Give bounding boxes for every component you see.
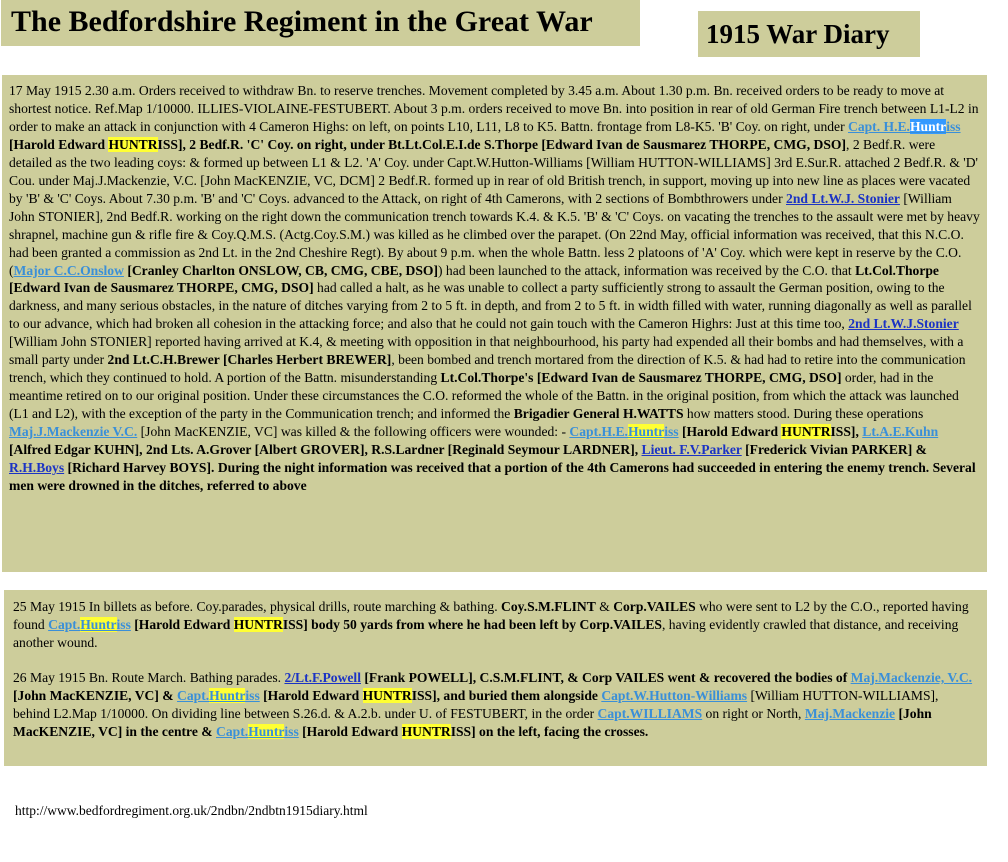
- entry-text-segment: how matters stood. During these operations: [683, 406, 924, 422]
- link-onslow[interactable]: Major C.C.Onslow: [13, 262, 124, 278]
- officer-name: Bt.Lt.Col.E.I.de S.Thorpe [Edward Ivan de Sausmarez THORPE, CMG, DSO]: [388, 136, 847, 152]
- search-highlight: Huntr: [248, 723, 285, 739]
- officer-name: R.S.Lardner: [371, 442, 445, 458]
- officer-name: [Alfred Edgar KUHN],: [9, 442, 146, 458]
- search-highlight: HUNTR: [108, 136, 158, 152]
- link-text: iss: [116, 616, 131, 632]
- link-text: iss: [245, 687, 260, 703]
- entry-text-segment: [Harold Edward: [298, 723, 402, 739]
- officer-name: Corp.VAILES: [579, 616, 662, 632]
- diary-entries-25-26-may: [4, 590, 987, 766]
- entry-text-segment: ISS],: [830, 424, 863, 440]
- officer-name: [Reginald Seymour LARDNER],: [444, 442, 642, 458]
- link-text: Capt.H.E.: [569, 424, 628, 440]
- site-title: The Bedfordshire Regiment in the Great War: [11, 5, 593, 38]
- entry-text-segment: [Harold Edward: [678, 424, 782, 440]
- officer-name: [Frank POWELL], C.S.M.FLINT, & Corp VAILES went & recovered the bodies of: [360, 669, 851, 685]
- link-capt-huntriss[interactable]: [177, 688, 260, 703]
- search-highlight: HUNTR: [781, 424, 831, 440]
- link-text: iss: [284, 723, 299, 739]
- link-capt-huntriss[interactable]: [48, 617, 131, 632]
- link-text: Capt.: [177, 687, 210, 703]
- officer-name: Corp.VAILES: [613, 599, 696, 614]
- link-text: iss: [664, 424, 679, 440]
- entry-text-segment: had called a halt, as he was unable to collect a party sufficiently strong to assault the German position, owing to the darkness, and many serious obstacles, in the nature of ditches varying from 2 to 5 ft. in depth, and from 2 to 5 ft. in width filled with water, running diagonally as well as parallel to our advance, which had broken all cohesion in the attacking force; and also that he could not gain touch with the Cameron Highrs: Just at this time too,: [9, 280, 972, 332]
- link-parker[interactable]: Lieut. F.V.Parker: [641, 442, 742, 458]
- link-text: Capt.: [48, 616, 81, 632]
- officer-name: 2nd Lt.C.H.Brewer [Charles Herbert BREWER]: [107, 352, 392, 368]
- entry-text-segment: , 2 Bedf.R. were detailed as the two leading coys: & formed up between L1 & L2. 'A' Coy. under Capt.W.Hutton-Williams [William HUTTON-WILLIAMS] 3rd E.Sur.R. attached 2 Bedf.R. & 'D' Cou. under Maj.J.Mackenzie, V.C. [John MacKENZIE, VC, DCM] 2 Bedf.R. formed up in rear of old British trench, in support, moving up into new line as places were vacated by 'B' & 'C' Coys. About 7.30 p.m. 'B' and 'C' Coys. advanced to the Attack, on right of 4th Camerons, with 2 sections of Bombthrowers under: [9, 136, 979, 206]
- selected-text: Huntr: [909, 118, 947, 134]
- entry-text-segment: order, had in the meantime retired on to our original position. Under these circumstances the C.O. reformed the whole of the Battn. in the original position, from which the attack was launched (L1 and L2), with the exception of the party in the Communication trench; and informed the: [9, 370, 959, 422]
- search-highlight: Huntr: [627, 424, 665, 440]
- entry-text-segment: [Harold Edward: [9, 136, 109, 152]
- link-text: iss: [946, 118, 961, 134]
- diary-entry-25-may: [13, 598, 978, 652]
- entry-text-segment: who were sent to L2 by the C.O., reported having found: [13, 599, 969, 632]
- link-capt-huntriss[interactable]: [216, 724, 299, 739]
- officer-name: 2nd Lts. A.Grover: [145, 442, 252, 458]
- officer-name: Brigadier General H.WATTS: [513, 406, 684, 422]
- search-highlight: HUNTR: [362, 687, 412, 703]
- officer-name: Coy.S.M.FLINT: [501, 599, 596, 614]
- link-capt-huntriss[interactable]: [569, 424, 678, 439]
- link-stonier[interactable]: 2nd Lt.W.J.Stonier: [848, 316, 959, 332]
- diary-entry-17-may: [2, 75, 987, 572]
- officer-name: Lt.Col.Thorpe [Edward Ivan de Sausmarez THORPE, CMG, DSO]: [9, 262, 939, 296]
- entry-text-segment: ) had been launched to the attack, information was received by the C.O. that: [438, 262, 856, 278]
- entry-text-segment: [William HUTTON-WILLIAMS], behind L2.Map 1/10000. On dividing line between S.26.d. & A.2.b. under U. of FESTUBERT, in the order: [13, 687, 939, 721]
- link-mackenzie[interactable]: Maj.Mackenzie: [804, 705, 896, 721]
- officer-name: [Richard Harvey BOYS]. During the night information was received that a portion of the 4th Camerons had succeeded in entering the enemy trench. Several men were drowned in the ditches, referred to above: [9, 460, 976, 493]
- entry-text-segment: , having evidently crawled that distance, and receiving another wound.: [13, 616, 959, 650]
- entry-text-segment: [John MacKENZIE, VC] was killed & the following officers were wounded: -: [137, 424, 570, 440]
- entry-text-segment: ISS] on the left, facing the crosses.: [450, 723, 649, 739]
- search-highlight: Huntr: [209, 687, 246, 703]
- link-powell[interactable]: 2/Lt.F.Powell: [284, 669, 361, 685]
- site-title-banner: [1, 0, 640, 46]
- entry-text-segment: [Harold Edward: [130, 616, 234, 632]
- year-title: 1915 War Diary: [706, 19, 890, 49]
- officer-name: [John MacKENZIE, VC] &: [13, 687, 178, 703]
- source-url: http://www.bedfordregiment.org.uk/2ndbn/2ndbtn1915diary.html: [15, 803, 368, 818]
- entry-text-segment: [William John STONIER], 2nd Bedf.R. working on the right down the communication trench towards K.4. & K.5. 'B' & 'C' Coys. on vacating the trenches to the assault were met by heavy shrapnel, machine gun & rifle fire & Coy.Q.M.S. (Actg.Coy.S.M.) was killed as he climbed over the parapet. (On 22nd May, official information was received, that this N.C.O. had been granted a commission as 2nd Lt. in the 2nd Cheshire Regt). By about 9 p.m. when the whole Battn. less 2 platoons of 'A' Coy. which were kept in reserve by the C.O. (: [9, 190, 980, 278]
- entry-text-segment: [William John STONIER] reported having arrived at K.4, & meeting with opposition in that neighbourhood, his party had expended all their bombs and had themselves, with a small party under: [9, 334, 964, 368]
- entry-text-segment: on right or North,: [702, 705, 805, 721]
- search-highlight: Huntr: [80, 616, 117, 632]
- link-kuhn[interactable]: Lt.A.E.Kuhn: [862, 424, 939, 440]
- entry-text-segment: ISS], 2 Bedf.R. 'C' Coy. on right, under: [157, 136, 389, 152]
- entry-text-segment: &: [595, 599, 614, 614]
- year-title-banner: [698, 11, 920, 57]
- link-text: Capt.: [216, 723, 249, 739]
- entry-text-segment: ISS], and buried them alongside: [411, 687, 602, 703]
- entry-text: [9, 82, 980, 495]
- search-highlight: HUNTR: [233, 616, 283, 632]
- link-hutton-williams[interactable]: Capt.W.Hutton-Williams: [601, 687, 748, 703]
- entry-text-segment: 25 May 1915 In billets as before. Coy.parades, physical drills, route marching & bathing.: [13, 599, 502, 614]
- officer-name: Lt.Col.Thorpe's [Edward Ivan de Sausmarez THORPE, CMG, DSO]: [440, 370, 842, 386]
- entry-text-segment: [Harold Edward: [259, 687, 363, 703]
- officer-name: [Cranley Charlton ONSLOW, CB, CMG, CBE, DSO]: [123, 262, 438, 278]
- officer-name: [John MacKENZIE, VC] in the centre &: [13, 705, 932, 739]
- link-mackenzie[interactable]: Maj.Mackenzie, V.C.: [850, 669, 973, 685]
- entry-text-segment: 26 May 1915 Bn. Route March. Bathing parades.: [13, 669, 285, 685]
- officer-name: [Albert GROVER],: [251, 442, 372, 458]
- officer-name: [Frederick Vivian PARKER] &: [741, 442, 927, 458]
- link-stonier[interactable]: 2nd Lt.W.J. Stonier: [786, 190, 900, 206]
- diary-entry-26-may: [13, 669, 978, 741]
- link-mackenzie[interactable]: Maj.J.Mackenzie V.C.: [9, 424, 138, 440]
- entry-text-segment: ISS] body 50 yards from where he had been left by: [282, 616, 580, 632]
- entry-text-segment: 17 May 1915 2.30 a.m. Orders received to withdraw Bn. to reserve trenches. Movement completed by 3.45 a.m. About 1.30 p.m. Bn. received orders to be ready to move at shortest notice. Ref.Map 1/10000. ILLIES-VIOLAINE-FESTUBERT. About 3 p.m. orders received to move Bn. into position in rear of old German Fire trench between L1-L2 in order to make an attack in conjunction with 4 Cameron Highs: on left, on points L10, L11, L8 to K5. Battn. frontage from L8-K5. 'B' Coy. on right, under: [9, 83, 979, 134]
- link-williams[interactable]: Capt.WILLIAMS: [597, 705, 703, 721]
- link-capt-huntriss[interactable]: [848, 119, 961, 134]
- link-boys[interactable]: R.H.Boys: [9, 460, 65, 476]
- search-highlight: HUNTR: [401, 723, 451, 739]
- link-text: Capt. H.E.: [848, 118, 910, 134]
- entry-text-segment: , been bombed and trench mortared from the direction of K.5. & had had to retire into the communication trench, which they continued to hold. A portion of the Battn. misunderstanding: [9, 352, 966, 386]
